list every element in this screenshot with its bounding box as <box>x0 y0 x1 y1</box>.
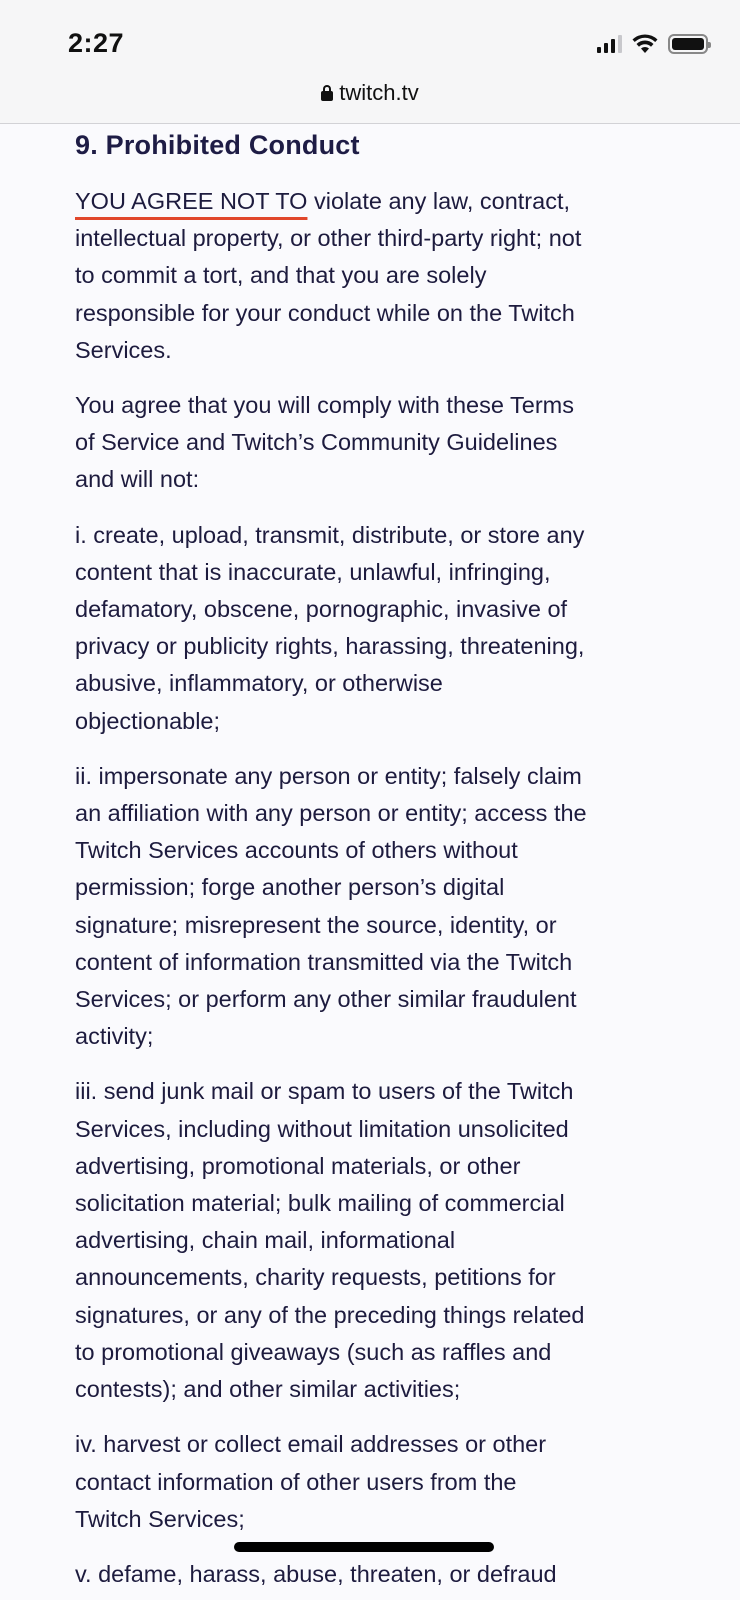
cellular-signal-icon <box>597 35 622 53</box>
url-text: twitch.tv <box>339 80 419 105</box>
clause-ii: ii. impersonate any person or entity; falsely claim an affiliation with any person or entity; access the Twitch Services accounts of others without permission; forge another person’s digital signature; misrepresent the source, identity, or content of information transmitted via the Twitch Services; or perform any other similar fraudulent activity; <box>75 762 587 1050</box>
compliance-paragraph: You agree that you will comply with these Terms of Service and Twitch’s Community Guidelines and will not: <box>75 392 574 493</box>
lock-icon <box>321 85 333 101</box>
address-bar[interactable] <box>0 80 740 106</box>
clause-iii: iii. send junk mail or spam to users of the Twitch Services, including without limitation unsolicited advertising, promotional materials, or other solicitation material; bulk mailing of commercial advertising, chain mail, informational announcements, charity requests, petitions for signatures, or any of the preceding things related to promotional giveaways (such as raffles and contests); and other similar activities; <box>75 1078 585 1403</box>
wifi-icon <box>632 34 658 54</box>
clause-v: v. defame, harass, abuse, threaten, or defraud <box>75 1560 557 1587</box>
clause-iv: iv. harvest or collect email addresses or other contact information of other users from the Twitch Services; <box>75 1431 547 1532</box>
status-bar <box>0 0 740 124</box>
battery-icon <box>668 34 708 54</box>
highlighted-phrase: YOU AGREE NOT TO <box>75 188 308 214</box>
status-icons <box>597 34 708 54</box>
home-indicator[interactable] <box>234 1542 494 1552</box>
section-heading: 9. Prohibited Conduct <box>75 130 360 160</box>
intro-paragraph: YOU AGREE NOT TO violate any law, contract, intellectual property, or other third-party right; not to commit a tort, and that you are solely responsible for your conduct while on the Twitch Services. <box>75 188 582 363</box>
clause-i: i. create, upload, transmit, distribute, or store any content that is inaccurate, unlawful, infringing, defamatory, obscene, pornographic, invasive of privacy or publicity rights, harassing, threatening, abusive, inflammatory, or otherwise objectionable; <box>75 521 585 734</box>
status-time: 2:27 <box>68 28 125 58</box>
terms-content <box>75 124 675 1593</box>
